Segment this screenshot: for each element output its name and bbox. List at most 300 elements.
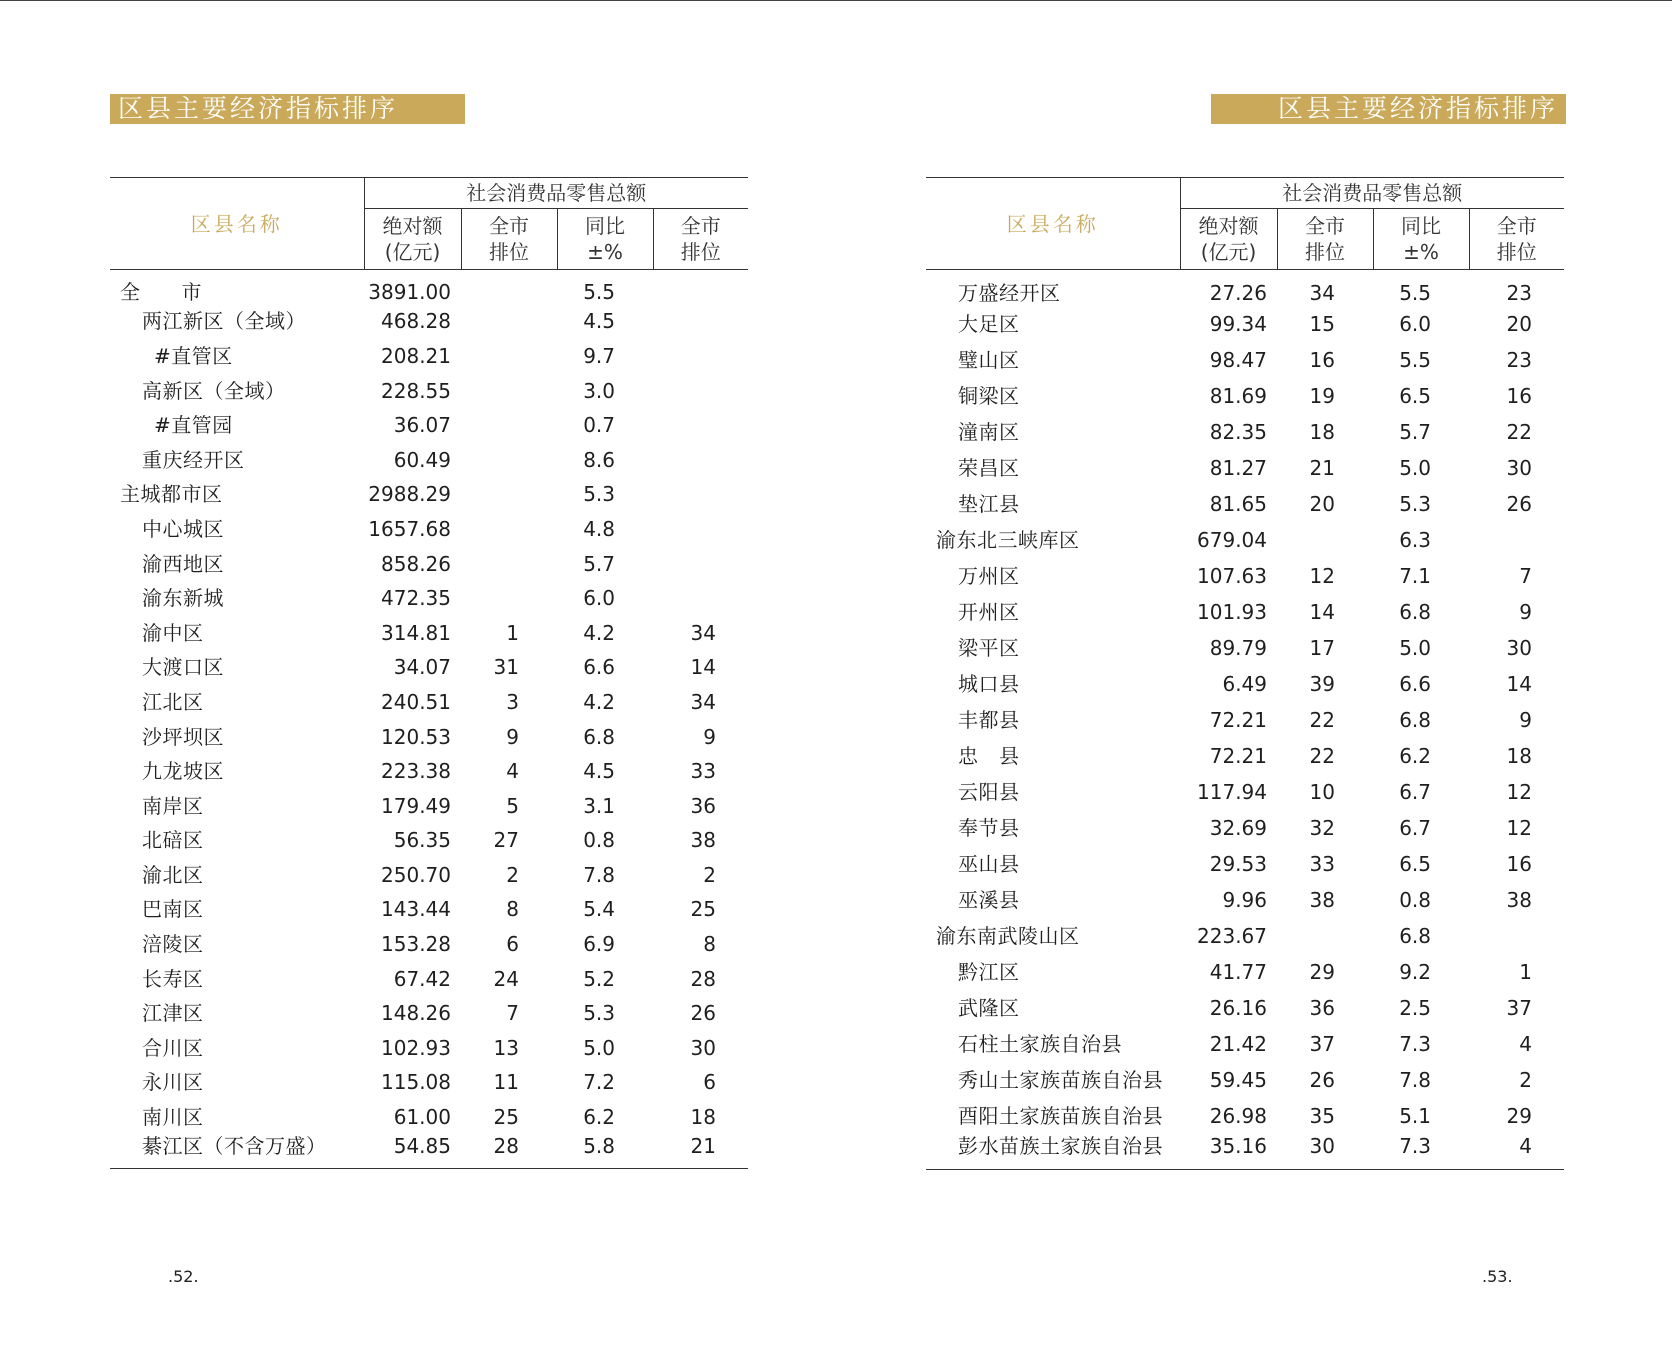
city-rank-cell: 33: [1309, 851, 1335, 876]
yoy-change-cell: 0.8: [1399, 887, 1431, 912]
yoy-rank-cell: [653, 304, 748, 339]
table-row: [926, 594, 1564, 630]
table-row: [110, 927, 748, 962]
yoy-change-cell: 5.0: [1399, 455, 1431, 480]
district-name-cell: 江北区: [142, 689, 204, 714]
city-rank-cell: [461, 270, 557, 305]
city-rank-cell: [461, 477, 557, 512]
absolute-amount-header: 绝对额 (亿元): [1180, 209, 1277, 270]
district-name-cell: 涪陵区: [142, 932, 204, 957]
absolute-amount-cell: 250.70: [381, 862, 451, 887]
table-row: [926, 702, 1564, 738]
district-name-cell: #直管园: [154, 413, 233, 438]
district-name-cell: 潼南区: [958, 419, 1020, 444]
district-name-cell: 合川区: [142, 1035, 204, 1060]
table-row: [110, 1065, 748, 1100]
absolute-amount-cell: 117.94: [1197, 779, 1267, 804]
table-row: [110, 512, 748, 547]
yoy-rank-cell: [653, 373, 748, 408]
absolute-amount-cell: 102.93: [381, 1035, 451, 1060]
yoy-rank-cell: 18: [690, 1105, 716, 1130]
absolute-amount-cell: 81.27: [1209, 455, 1267, 480]
city-rank-cell: [461, 339, 557, 374]
yoy-rank-cell: 1: [1519, 959, 1532, 984]
yoy-change-cell: 7.3: [1399, 1031, 1431, 1056]
yoy-change-cell: 5.1: [1399, 1103, 1431, 1128]
absolute-amount-cell: 208.21: [381, 343, 451, 368]
section-banner: 区县主要经济指标排序: [1211, 94, 1566, 124]
table-row: [110, 788, 748, 823]
district-name-header: 区县名称: [110, 178, 364, 270]
yoy-change-cell: 5.5: [1399, 280, 1431, 305]
yoy-change-cell: 5.4: [583, 897, 615, 922]
district-name-cell: 开州区: [958, 599, 1020, 624]
yoy-rank-cell: [653, 581, 748, 616]
yoy-rank-cell: 29: [1506, 1103, 1532, 1128]
table-row: [110, 685, 748, 720]
yoy-change-cell: 4.2: [583, 620, 615, 645]
yoy-change-cell: 5.7: [1399, 419, 1431, 444]
yoy-rank-cell: 20: [1506, 311, 1532, 336]
city-rank-cell: [1277, 918, 1373, 954]
yoy-change-cell: 6.7: [1399, 779, 1431, 804]
yoy-change-cell: 6.7: [1399, 815, 1431, 840]
absolute-amount-cell: 468.28: [381, 309, 451, 334]
absolute-amount-cell: 72.21: [1209, 743, 1267, 768]
section-banner: 区县主要经济指标排序: [110, 94, 465, 124]
district-name-cell: 高新区（全域）: [142, 378, 286, 403]
table-row: [926, 522, 1564, 558]
yoy-change-cell: 0.7: [583, 413, 615, 438]
table-row: [926, 738, 1564, 774]
yoy-rank-cell: 30: [1506, 455, 1532, 480]
table-row: [926, 378, 1564, 414]
absolute-amount-cell: 3891.00: [368, 280, 451, 305]
district-name-cell: 渝东南武陵山区: [936, 923, 1080, 948]
city-rank-cell: [461, 373, 557, 408]
yoy-change-cell: 5.3: [1399, 491, 1431, 516]
yoy-rank-cell: 34: [690, 689, 716, 714]
yoy-rank-cell: 18: [1506, 743, 1532, 768]
table-row: [110, 270, 748, 305]
yoy-rank-cell: 14: [690, 655, 716, 680]
yoy-change-cell: 4.5: [583, 759, 615, 784]
district-name-cell: 彭水苗族土家族自治县: [926, 1134, 1180, 1170]
district-name-cell: 渝东新城: [142, 586, 224, 611]
yoy-rank-cell: 4: [1469, 1134, 1564, 1170]
city-rank-cell: 15: [1309, 311, 1335, 336]
district-name-cell: 梁平区: [958, 635, 1020, 660]
absolute-amount-cell: 98.47: [1209, 347, 1267, 372]
district-name-cell: 九龙坡区: [142, 759, 224, 784]
page-number: .53.: [1482, 1267, 1513, 1286]
table-row: [926, 666, 1564, 702]
table-row: [110, 408, 748, 443]
absolute-amount-cell: 107.63: [1197, 563, 1267, 588]
yoy-rank-cell: [653, 270, 748, 305]
table-row: [110, 373, 748, 408]
table-row: [110, 442, 748, 477]
district-name-cell: 长寿区: [142, 966, 204, 991]
absolute-amount-cell: 81.65: [1209, 491, 1267, 516]
absolute-amount-cell: 60.49: [393, 447, 451, 472]
yoy-rank-cell: 12: [1506, 815, 1532, 840]
absolute-amount-cell: 32.69: [1209, 815, 1267, 840]
absolute-amount-cell: 81.69: [1209, 383, 1267, 408]
district-name-cell: 城口县: [958, 671, 1020, 696]
yoy-rank-cell: [1469, 522, 1564, 558]
city-rank-cell: 17: [1309, 635, 1335, 660]
absolute-amount-cell: 26.98: [1209, 1103, 1267, 1128]
table-row: [110, 1134, 748, 1169]
city-rank-cell: 18: [1309, 419, 1335, 444]
absolute-amount-cell: 472.35: [381, 586, 451, 611]
city-rank-cell: 4: [506, 759, 519, 784]
yoy-rank-cell: 9: [1519, 599, 1532, 624]
absolute-amount-cell: 9.96: [1222, 887, 1267, 912]
yoy-change-cell: 0.8: [583, 828, 615, 853]
yoy-rank-cell: 8: [703, 932, 716, 957]
yoy-change-cell: 5.3: [583, 482, 615, 507]
absolute-amount-cell: 34.07: [393, 655, 451, 680]
yoy-change-cell: 5.0: [583, 1035, 615, 1060]
district-name-cell: 全 市: [120, 280, 202, 305]
district-name-cell: 永川区: [142, 1070, 204, 1095]
yoy-change-cell: 6.8: [1399, 707, 1431, 732]
city-rank-cell: 10: [1309, 779, 1335, 804]
district-name-cell: 巫溪县: [958, 887, 1020, 912]
yoy-rank-cell: 25: [690, 897, 716, 922]
district-name-cell: 垫江县: [958, 491, 1020, 516]
yoy-change-cell: 4.5: [583, 309, 615, 334]
city-rank-cell: [461, 442, 557, 477]
table-row: [926, 1098, 1564, 1134]
city-rank-cell: 14: [1309, 599, 1335, 624]
absolute-amount-cell: 179.49: [381, 793, 451, 818]
city-rank-cell: 12: [1309, 563, 1335, 588]
table-row: [110, 858, 748, 893]
yoy-rank-cell: 14: [1506, 671, 1532, 696]
yoy-rank-header: 全市 排位: [1469, 209, 1564, 270]
yoy-rank-cell: 21: [653, 1134, 748, 1169]
yoy-rank-cell: 33: [690, 759, 716, 784]
yoy-change-cell: 6.0: [1399, 311, 1431, 336]
district-name-cell: 荣昌区: [958, 455, 1020, 480]
yoy-rank-cell: 9: [1519, 707, 1532, 732]
absolute-amount-cell: 314.81: [381, 620, 451, 645]
yoy-rank-cell: 30: [1506, 635, 1532, 660]
city-rank-cell: 26: [1309, 1067, 1335, 1092]
district-name-cell: #直管区: [154, 343, 233, 368]
absolute-amount-cell: 36.07: [393, 413, 451, 438]
city-rank-cell: 34: [1309, 280, 1335, 305]
city-rank-cell: 19: [1309, 383, 1335, 408]
absolute-amount-cell: 54.85: [364, 1134, 461, 1169]
absolute-amount-cell: 120.53: [381, 724, 451, 749]
yoy-change-cell: 6.5: [1399, 383, 1431, 408]
table-row: [110, 719, 748, 754]
table-row: [110, 754, 748, 789]
city-rank-cell: 38: [1309, 887, 1335, 912]
district-name-cell: 万盛经开区: [958, 280, 1061, 305]
table-row: [110, 650, 748, 685]
absolute-amount-cell: 21.42: [1209, 1031, 1267, 1056]
yoy-change-cell: 4.2: [583, 689, 615, 714]
yoy-rank-cell: 38: [1506, 887, 1532, 912]
retail-sales-table: [110, 177, 748, 1169]
district-name-cell: 渝中区: [142, 620, 204, 645]
yoy-change-cell: 6.3: [1399, 527, 1431, 552]
yoy-rank-cell: 9: [703, 724, 716, 749]
yoy-change-cell: 5.8: [557, 1134, 653, 1169]
yoy-rank-cell: 23: [1506, 347, 1532, 372]
yoy-rank-cell: 16: [1506, 383, 1532, 408]
yoy-change-cell: 6.2: [583, 1105, 615, 1130]
yoy-rank-cell: [653, 546, 748, 581]
yoy-rank-cell: 34: [690, 620, 716, 645]
yoy-rank-header: 全市 排位: [653, 209, 748, 270]
district-name-cell: 忠 县: [958, 743, 1020, 768]
table-row: [926, 306, 1564, 342]
yoy-change-cell: 4.8: [583, 516, 615, 541]
yoy-change-cell: 2.5: [1399, 995, 1431, 1020]
district-name-cell: 巴南区: [142, 897, 204, 922]
yoy-change-cell: 6.6: [1399, 671, 1431, 696]
yoy-change-cell: 5.7: [583, 551, 615, 576]
yoy-rank-cell: [653, 408, 748, 443]
absolute-amount-cell: 67.42: [393, 966, 451, 991]
district-name-cell: 秀山土家族苗族自治县: [958, 1067, 1163, 1092]
city-rank-cell: 9: [506, 724, 519, 749]
table-row: [926, 846, 1564, 882]
district-name-cell: 铜梁区: [958, 383, 1020, 408]
table-row: [926, 774, 1564, 810]
yoy-rank-cell: [653, 339, 748, 374]
table-row: [926, 414, 1564, 450]
table-row: [110, 339, 748, 374]
yoy-change-cell: 6.2: [1399, 743, 1431, 768]
yoy-rank-cell: 4: [1519, 1031, 1532, 1056]
absolute-amount-cell: 153.28: [381, 932, 451, 957]
district-name-cell: 渝东北三峡库区: [936, 527, 1080, 552]
yoy-change-header: 同比 ±%: [1373, 209, 1469, 270]
district-name-cell: 主城都市区: [120, 482, 223, 507]
left-page: [110, 0, 750, 1353]
yoy-change-cell: 3.0: [583, 378, 615, 403]
absolute-amount-cell: 41.77: [1209, 959, 1267, 984]
yoy-rank-cell: [653, 442, 748, 477]
yoy-rank-cell: [653, 512, 748, 547]
absolute-amount-header: 绝对额 (亿元): [364, 209, 461, 270]
city-rank-cell: 20: [1309, 491, 1335, 516]
district-name-cell: 万州区: [958, 563, 1020, 588]
right-page: [926, 0, 1566, 1353]
district-name-cell: 南岸区: [142, 793, 204, 818]
table-row: [110, 615, 748, 650]
city-rank-cell: 11: [493, 1070, 519, 1095]
district-name-cell: 璧山区: [958, 347, 1020, 372]
absolute-amount-cell: 99.34: [1209, 311, 1267, 336]
city-rank-cell: 39: [1309, 671, 1335, 696]
district-name-cell: 北碚区: [142, 828, 204, 853]
yoy-rank-cell: [1469, 918, 1564, 954]
yoy-rank-cell: [653, 477, 748, 512]
retail-sales-group-header: 社会消费品零售总额: [1180, 178, 1564, 209]
absolute-amount-cell: 29.53: [1209, 851, 1267, 876]
retail-sales-table: [926, 177, 1564, 1170]
table-row: [110, 581, 748, 616]
absolute-amount-cell: 59.45: [1209, 1067, 1267, 1092]
retail-sales-group-header: 社会消费品零售总额: [364, 178, 748, 209]
yoy-rank-cell: 2: [703, 862, 716, 887]
yoy-change-cell: 5.0: [1399, 635, 1431, 660]
city-rank-cell: [1277, 522, 1373, 558]
district-name-cell: 黔江区: [958, 959, 1020, 984]
district-name-cell: 渝北区: [142, 862, 204, 887]
yoy-change-cell: 6.5: [1399, 851, 1431, 876]
district-name-cell: 石柱土家族自治县: [958, 1031, 1122, 1056]
absolute-amount-cell: 101.93: [1197, 599, 1267, 624]
yoy-rank-cell: 36: [690, 793, 716, 818]
city-rank-cell: 25: [493, 1105, 519, 1130]
district-name-cell: 綦江区（不含万盛）: [110, 1134, 364, 1169]
district-name-cell: 重庆经开区: [142, 447, 245, 472]
absolute-amount-cell: 89.79: [1209, 635, 1267, 660]
table-row: [110, 1100, 748, 1135]
table-row: [926, 450, 1564, 486]
table-row: [110, 996, 748, 1031]
city-rank-cell: 28: [461, 1134, 557, 1169]
absolute-amount-cell: 115.08: [381, 1070, 451, 1095]
yoy-rank-cell: 22: [1506, 419, 1532, 444]
city-rank-cell: 22: [1309, 743, 1335, 768]
city-rank-cell: 30: [1277, 1134, 1373, 1170]
yoy-change-cell: 6.8: [583, 724, 615, 749]
city-rank-header: 全市 排位: [1277, 209, 1373, 270]
absolute-amount-cell: 27.26: [1209, 280, 1267, 305]
absolute-amount-cell: 56.35: [393, 828, 451, 853]
yoy-change-cell: 7.3: [1373, 1134, 1469, 1170]
absolute-amount-cell: 858.26: [381, 551, 451, 576]
city-rank-cell: 24: [493, 966, 519, 991]
yoy-change-cell: 8.6: [583, 447, 615, 472]
yoy-change-cell: 5.5: [583, 280, 615, 305]
yoy-rank-cell: 2: [1519, 1067, 1532, 1092]
yoy-change-cell: 3.1: [583, 793, 615, 818]
absolute-amount-cell: 82.35: [1209, 419, 1267, 444]
district-name-cell: 丰都县: [958, 707, 1020, 732]
city-rank-cell: 29: [1309, 959, 1335, 984]
city-rank-cell: [461, 408, 557, 443]
table-row: [926, 990, 1564, 1026]
city-rank-cell: [461, 546, 557, 581]
page-number: .52.: [168, 1267, 199, 1286]
table-row: [926, 1026, 1564, 1062]
table-row: [110, 892, 748, 927]
district-name-cell: 两江新区（全域）: [142, 309, 306, 334]
table-row: [110, 304, 748, 339]
city-rank-cell: 5: [506, 793, 519, 818]
yoy-rank-cell: 38: [690, 828, 716, 853]
absolute-amount-cell: 679.04: [1197, 527, 1267, 552]
table-row: [926, 342, 1564, 378]
absolute-amount-cell: 61.00: [393, 1105, 451, 1130]
city-rank-cell: 2: [506, 862, 519, 887]
table-row: [110, 1031, 748, 1066]
absolute-amount-cell: 223.38: [381, 759, 451, 784]
yoy-rank-cell: 23: [1506, 280, 1532, 305]
city-rank-cell: 21: [1309, 455, 1335, 480]
district-name-cell: 大渡口区: [142, 655, 224, 680]
yoy-rank-cell: 30: [690, 1035, 716, 1060]
district-name-cell: 奉节县: [958, 815, 1020, 840]
absolute-amount-cell: 228.55: [381, 378, 451, 403]
yoy-change-cell: 6.9: [583, 932, 615, 957]
table-row: [926, 270, 1564, 306]
yoy-change-header: 同比 ±%: [557, 209, 653, 270]
yoy-change-cell: 5.3: [583, 1001, 615, 1026]
table-row: [926, 810, 1564, 846]
district-name-cell: 巫山县: [958, 851, 1020, 876]
yoy-change-cell: 7.8: [583, 862, 615, 887]
table-header: [110, 178, 748, 270]
absolute-amount-cell: 143.44: [381, 897, 451, 922]
yoy-rank-cell: 6: [703, 1070, 716, 1095]
table-row: [110, 477, 748, 512]
yoy-rank-cell: 26: [690, 1001, 716, 1026]
district-name-cell: 沙坪坝区: [142, 724, 224, 749]
yoy-change-cell: 6.0: [583, 586, 615, 611]
table-body: [110, 270, 748, 1169]
yoy-change-cell: 5.2: [583, 966, 615, 991]
table-row: [110, 961, 748, 996]
table-row: [926, 918, 1564, 954]
city-rank-cell: 1: [506, 620, 519, 645]
city-rank-cell: 13: [493, 1035, 519, 1060]
city-rank-cell: 16: [1309, 347, 1335, 372]
district-name-cell: 江津区: [142, 1001, 204, 1026]
yoy-change-cell: 5.5: [1399, 347, 1431, 372]
absolute-amount-cell: 72.21: [1209, 707, 1267, 732]
absolute-amount-cell: 6.49: [1222, 671, 1267, 696]
yoy-change-cell: 7.2: [583, 1070, 615, 1095]
yoy-change-cell: 9.7: [583, 343, 615, 368]
city-rank-cell: [461, 304, 557, 339]
district-name-cell: 南川区: [142, 1105, 204, 1130]
yoy-change-cell: 7.1: [1399, 563, 1431, 588]
absolute-amount-cell: 26.16: [1209, 995, 1267, 1020]
table-row: [926, 558, 1564, 594]
district-name-cell: 中心城区: [142, 516, 224, 541]
city-rank-cell: 6: [506, 932, 519, 957]
district-name-cell: 云阳县: [958, 779, 1020, 804]
table-body: [926, 270, 1564, 1170]
yoy-rank-cell: 16: [1506, 851, 1532, 876]
city-rank-cell: 22: [1309, 707, 1335, 732]
table-row: [926, 1062, 1564, 1098]
district-name-cell: 大足区: [958, 311, 1020, 336]
table-row: [926, 630, 1564, 666]
absolute-amount-cell: 2988.29: [368, 482, 451, 507]
city-rank-cell: [461, 512, 557, 547]
city-rank-cell: 27: [493, 828, 519, 853]
city-rank-cell: 31: [493, 655, 519, 680]
table-row: [926, 954, 1564, 990]
absolute-amount-cell: 240.51: [381, 689, 451, 714]
city-rank-cell: 3: [506, 689, 519, 714]
table-row: [110, 546, 748, 581]
city-rank-header: 全市 排位: [461, 209, 557, 270]
